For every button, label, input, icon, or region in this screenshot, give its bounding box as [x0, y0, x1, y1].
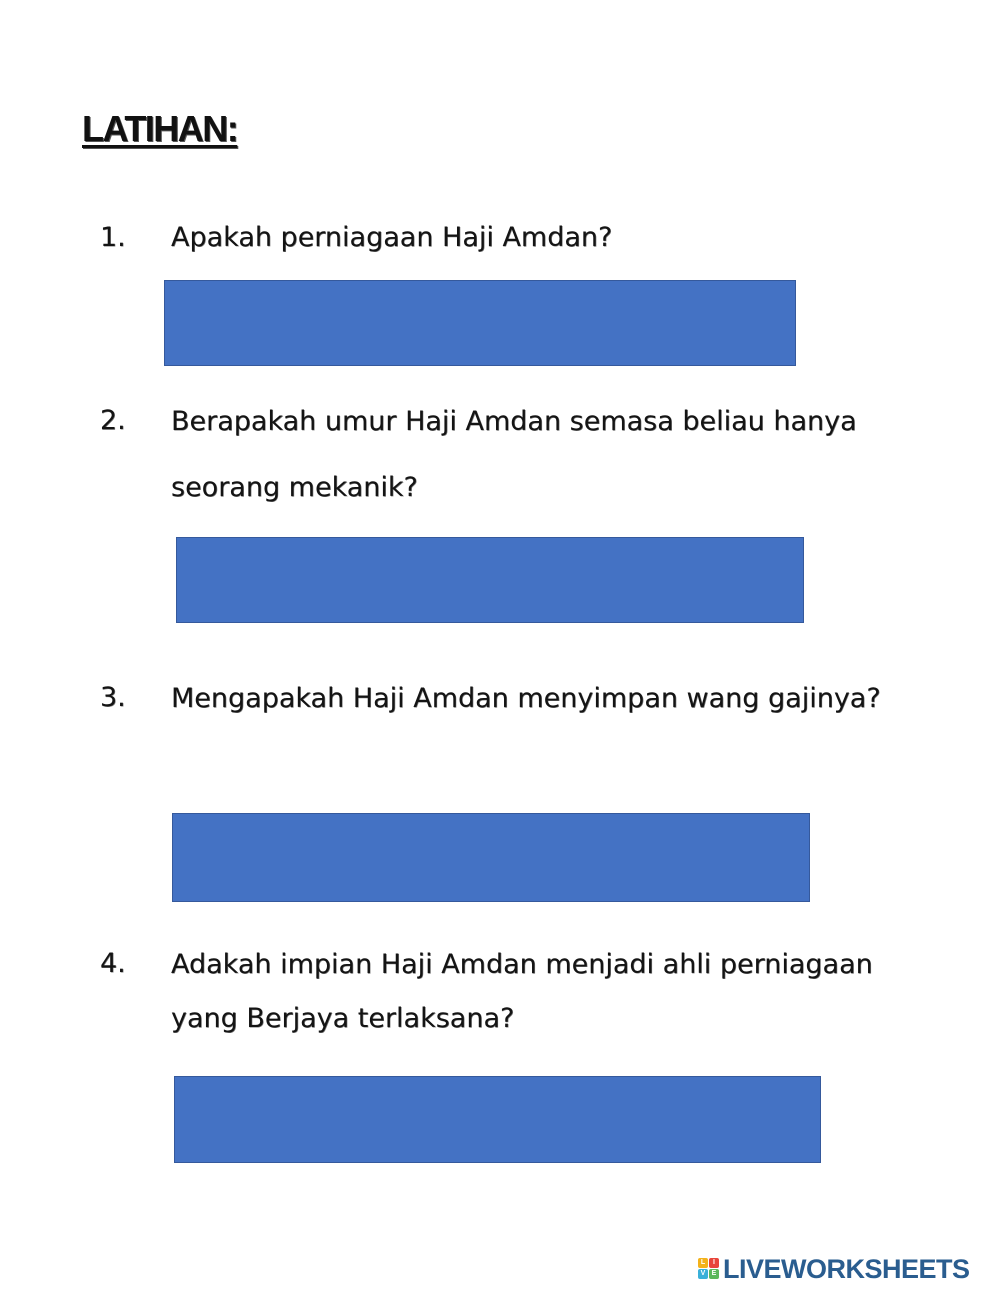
answer-box-2[interactable] — [176, 537, 804, 623]
question-text: Berapakah umur Haji Amdan semasa beliau hanya seorang mekanik? — [171, 406, 857, 503]
liveworksheets-brand — [698, 1254, 970, 1284]
logo-letter: L — [698, 1258, 708, 1268]
question-text: Mengapakah Haji Amdan menyimpan wang gajinya? — [171, 683, 881, 714]
answer-box-3[interactable] — [172, 813, 810, 902]
question-number: 4. — [100, 948, 126, 979]
answer-box-4[interactable] — [174, 1076, 821, 1163]
question-text: Adakah impian Haji Amdan menjadi ahli perniagaan yang Berjaya terlaksana? — [171, 949, 873, 1034]
logo-letter: E — [709, 1269, 719, 1279]
question-number: 2. — [100, 405, 126, 436]
brand-name: LIVEWORKSHEETS — [723, 1253, 970, 1284]
question-number: 3. — [100, 682, 126, 713]
logo-letter: I — [709, 1258, 719, 1268]
question-text: Apakah perniagaan Haji Amdan? — [171, 222, 613, 253]
logo-letter: V — [698, 1269, 708, 1279]
liveworksheets-logo-icon — [698, 1258, 720, 1280]
worksheet-title: LATIHAN: — [82, 108, 238, 149]
question-number: 1. — [100, 222, 126, 253]
answer-box-1[interactable] — [164, 280, 796, 366]
